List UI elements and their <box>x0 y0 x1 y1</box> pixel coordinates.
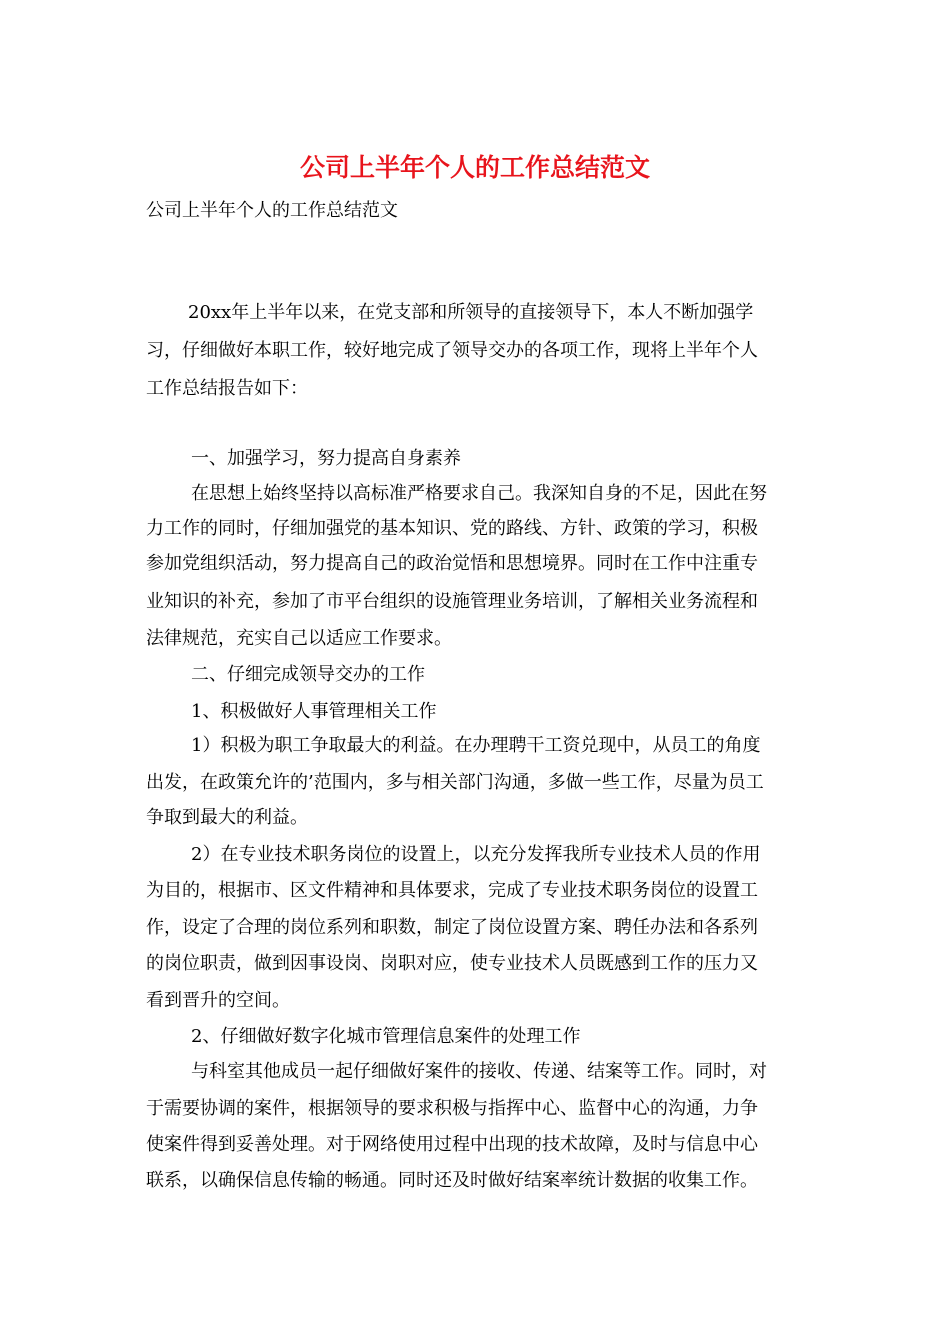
paragraph-line: 为目的，根据市、区文件精神和具体要求，完成了专业技术职务岗位的设置工 <box>146 880 758 901</box>
paragraph-line: 习，仔细做好本职工作，较好地完成了领导交办的各项工作，现将上半年个人 <box>146 340 758 361</box>
paragraph-line: 的岗位职责，做到因事设岗、岗职对应，使专业技术人员既感到工作的压力又 <box>146 953 758 974</box>
paragraph-line: 联系，以确保信息传输的畅通。同时还及时做好结案率统计数据的收集工作。 <box>146 1170 758 1191</box>
paragraph-line: 2）在专业技术职务岗位的设置上，以充分发挥我所专业技术人员的作用 <box>191 844 761 865</box>
paragraph-line: 作，设定了合理的岗位系列和职数，制定了岗位设置方案、聘任办法和各系列 <box>146 917 758 938</box>
paragraph-line: 1）积极为职工争取最大的利益。在办理聘干工资兑现中，从员工的角度 <box>191 735 761 756</box>
paragraph-line: 于需要协调的案件，根据领导的要求积极与指挥中心、监督中心的沟通，力争 <box>146 1098 758 1119</box>
paragraph-line: 20xx年上半年以来，在党支部和所领导的直接领导下，本人不断加强学 <box>170 302 754 323</box>
section-heading: 二、仔细完成领导交办的工作 <box>191 664 425 685</box>
paragraph-line: 业知识的补充，参加了市平台组织的设施管理业务培训，了解相关业务流程和 <box>146 591 758 612</box>
paragraph-line: 出发，在政策允许的’范围内，多与相关部门沟通，多做一些工作，尽量为员工 <box>146 772 764 793</box>
paragraph-line: 参加党组织活动，努力提高自己的政治觉悟和思想境界。同时在工作中注重专 <box>146 553 758 574</box>
document-subtitle: 公司上半年个人的工作总结范文 <box>146 200 398 221</box>
paragraph-line: 争取到最大的利益。 <box>146 807 308 828</box>
paragraph-line: 看到晋升的空间。 <box>146 990 290 1011</box>
subsection-heading: 1、积极做好人事管理相关工作 <box>191 701 437 722</box>
paragraph-line: 力工作的同时，仔细加强党的基本知识、党的路线、方针、政策的学习，积极 <box>146 518 758 539</box>
document-title: 公司上半年个人的工作总结范文 <box>299 153 650 182</box>
paragraph-line: 与科室其他成员一起仔细做好案件的接收、传递、结案等工作。同时，对 <box>191 1061 767 1082</box>
paragraph-line: 工作总结报告如下： <box>146 378 308 399</box>
paragraph-line: 使案件得到妥善处理。对于网络使用过程中出现的技术故障，及时与信息中心 <box>146 1134 758 1155</box>
subsection-heading: 2、仔细做好数字化城市管理信息案件的处理工作 <box>191 1026 581 1047</box>
paragraph-line: 在思想上始终坚持以高标准严格要求自己。我深知自身的不足，因此在努 <box>191 483 767 504</box>
section-heading: 一、加强学习，努力提高自身素养 <box>191 448 461 469</box>
paragraph-line: 法律规范，充实自己以适应工作要求。 <box>146 628 452 649</box>
